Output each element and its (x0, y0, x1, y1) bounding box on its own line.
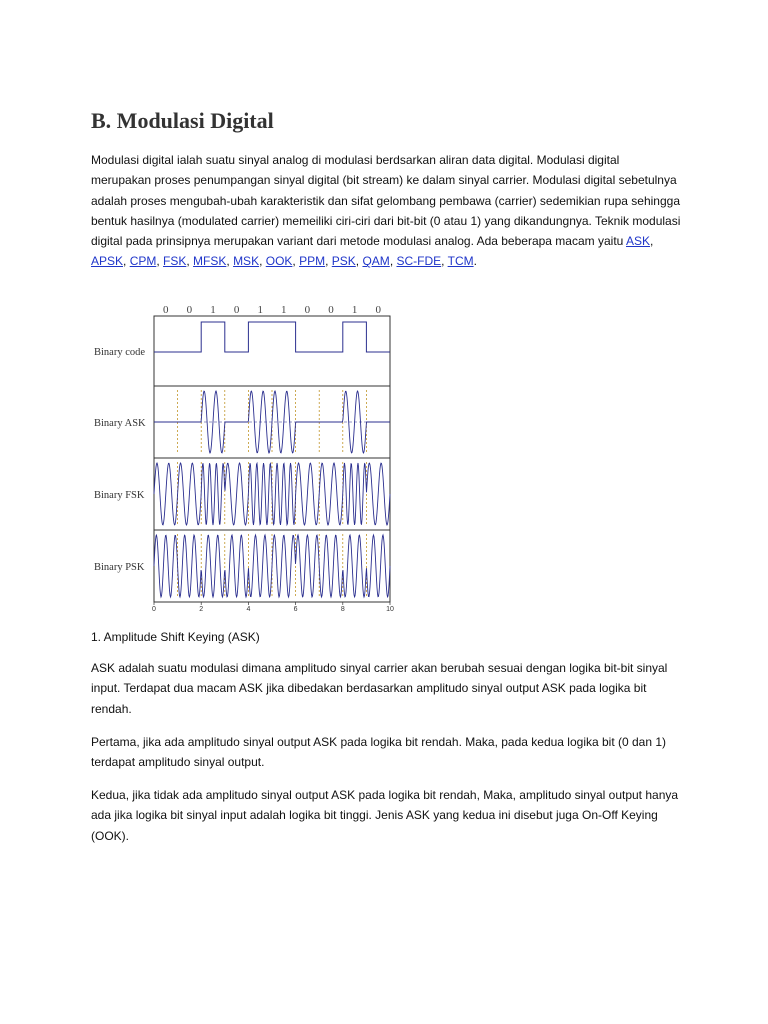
link-separator: , (292, 254, 300, 269)
intro-paragraph (91, 150, 681, 272)
x-tick-label: 2 (199, 606, 204, 613)
row-label: Binary ASK (94, 418, 146, 429)
bit-label: 0 (328, 304, 334, 316)
ask-paragraph-2: Pertama, jika ada amplitudo sinyal output ASK pada logika bit rendah. Maka, pada kedua logika bit (0 dan 1) terdapat amplitudo sinyal output. (91, 735, 667, 770)
link-fsk[interactable]: FSK (163, 254, 187, 269)
link-separator: , (226, 254, 234, 269)
bit-label: 0 (186, 304, 193, 316)
bit-label: 0 (304, 304, 311, 316)
bit-label: 0 (163, 304, 169, 316)
row-box (154, 316, 390, 386)
link-psk[interactable]: PSK (331, 254, 356, 269)
ask-paragraph-1: ASK adalah suatu modulasi dimana amplitudo sinyal carrier akan berubah sesuai dengan logika bit-bit sinyal input. Terdapat dua macam ASK jika dibedakan berdasarkan amplitudo sinyal output ASK pada logika bit rendah. (91, 661, 668, 716)
ask-paragraph-3: Kedua, jika tidak ada amplitudo sinyal output ASK pada logika bit rendah, Maka, amplitudo sinyal output hanya ada jika logika bit sinyal input adalah logika bit tinggi. Jenis ASK yang kedua ini disebut juga On-Off Keying (OOK). (91, 788, 679, 843)
link-tcm[interactable]: TCM (447, 254, 474, 269)
x-tick-label: 10 (386, 606, 394, 613)
link-ask[interactable]: ASK (626, 234, 651, 249)
link-apsk[interactable]: APSK (91, 254, 124, 269)
x-tick-label: 8 (340, 606, 345, 613)
section-heading-ask: 1. Amplitude Shift Keying (ASK) (91, 630, 260, 644)
link-separator: , (156, 254, 164, 269)
link-separator: , (650, 234, 654, 249)
bit-label: 0 (375, 304, 381, 316)
link-qam[interactable]: QAM (362, 254, 390, 269)
row-label: Binary PSK (94, 562, 145, 573)
bit-label: 1 (351, 304, 358, 316)
x-tick-label: 0 (152, 606, 156, 613)
bit-label: 1 (257, 304, 263, 316)
link-separator: , (325, 254, 332, 269)
link-sc-fde[interactable]: SC-FDE (396, 254, 442, 269)
x-tick-label: 6 (293, 606, 298, 613)
bit-label: 0 (233, 304, 240, 316)
row-label: Binary FSK (94, 490, 145, 501)
link-separator: , (355, 254, 363, 269)
link-separator: , (259, 254, 266, 269)
bit-label: 1 (281, 304, 287, 316)
modulation-diagram (88, 300, 398, 614)
link-separator: , (389, 254, 397, 269)
binary-code-waveform (154, 322, 390, 352)
link-ook[interactable]: OOK (265, 254, 293, 269)
bit-label: 1 (210, 304, 216, 316)
x-tick-label: 4 (246, 606, 251, 613)
link-separator: , (441, 254, 448, 269)
link-msk[interactable]: MSK (233, 254, 260, 269)
page-title: B. Modulasi Digital (91, 108, 274, 133)
link-ppm[interactable]: PPM (299, 254, 326, 269)
intro-end: . (473, 254, 477, 269)
link-separator: , (123, 254, 130, 269)
intro-text: Modulasi digital ialah suatu sinyal analog di modulasi berdsarkan aliran data digital. Modulasi digital merupakan proses penumpangan sinyal digital (bit stream) ke dalam sinyal carrier. Modulasi digital sebetulnya adalah proses mengubah-ubah karakteristik dan sifat gelombang pembawa (carrier) sedemikian rupa sehingga bentuk hasilnya (modulated carrier) memeiliki ciri-ciri dari bit-bit (0 atau 1) yang dikandungnya. Teknik modulasi digital pada prinsipnya merupakan variant dari metode modulasi analog. Ada beberapa macam yaitu (91, 153, 681, 249)
row-label: Binary code (94, 347, 146, 358)
link-cpm[interactable]: CPM (129, 254, 157, 269)
modulation-figure (88, 300, 398, 614)
link-mfsk[interactable]: MFSK (193, 254, 227, 269)
link-separator: , (186, 254, 194, 269)
